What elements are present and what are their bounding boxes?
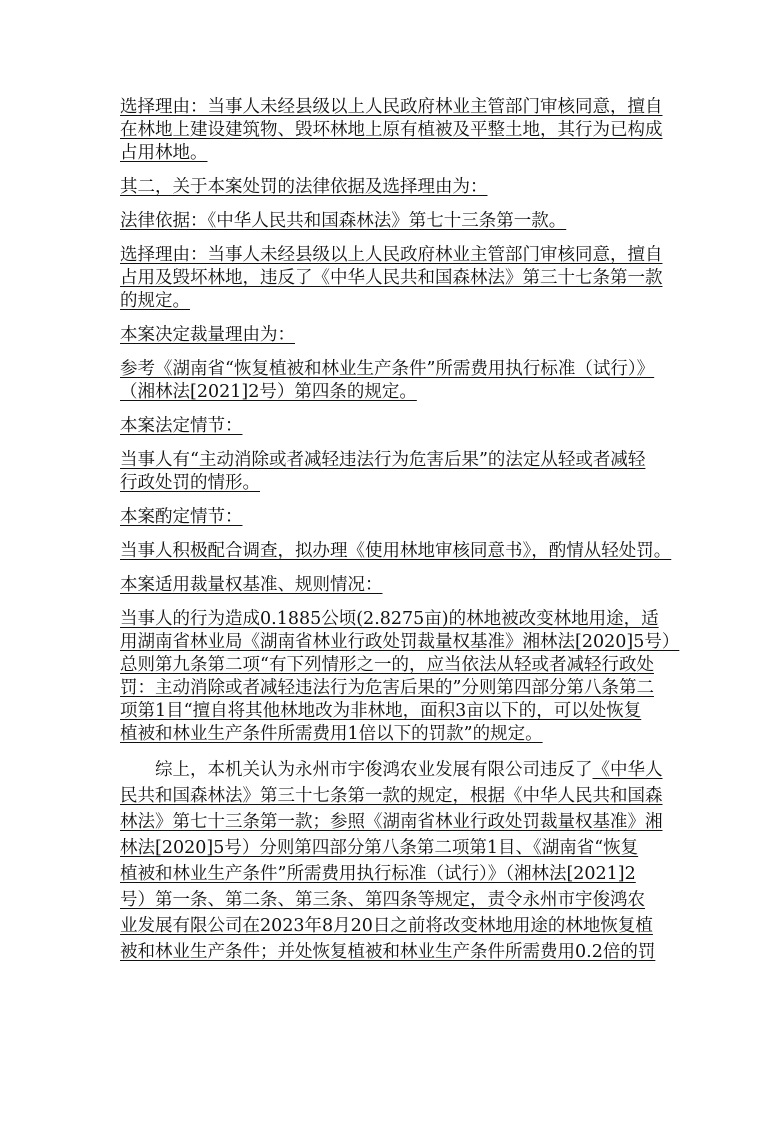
text-underlined: 植被和林业生产条件”所需费用执行标准（试行）》（湘林法[2021]2 (120, 864, 636, 884)
text-line: 当事人有“主动消除或者减轻违法行为危害后果”的法定从轻或者减轻 (120, 450, 646, 470)
text-line: 占用林地。 (120, 143, 208, 163)
text-line (120, 887, 712, 913)
text-underlined: 号）第一条、第二条、第三条、第四条等规定，责令永州市宇俊鸿农 (120, 890, 645, 910)
text-underlined: 业发展有限公司在2023年8月20日之前将改变林地用途的林地恢复植 (120, 916, 653, 936)
discretion-heading (120, 324, 712, 347)
text-line: 当事人的行为造成0.1885公顷(2.8275亩)的林地被改变林地用途，适 (120, 609, 659, 629)
text-underlined: 《中华人 (592, 760, 663, 780)
text-line (120, 835, 712, 861)
text-underlined: 被和林业生产条件；并处恢复植被和林业生产条件所需费用0.2倍的罚 (120, 942, 656, 962)
benchmark-body (120, 608, 712, 746)
text-underlined: 林法[2020]5号）分则第四部分第八条第二项第1目、《湖南省“恢复 (120, 838, 639, 858)
text-line: 本案酌定情节： (120, 507, 243, 527)
statutory-body (120, 449, 712, 495)
discretionary-heading (120, 506, 712, 529)
text-line: 总则第九条第二项“有下列情形之一的，应当依法从轻或者减轻行政处 (120, 655, 654, 675)
text-line: 在林地上建设建筑物、毁坏林地上原有植被及平整土地，其行为已构成 (120, 120, 663, 140)
text-line: 项第1目“擅自将其他林地改为非林地，面积3亩以下的，可以处恢复 (120, 701, 642, 721)
summary-paragraph (120, 757, 712, 965)
text-line: 选择理由：当事人未经县级以上人民政府林业主管部门审核同意，擅自 (120, 97, 663, 117)
text-line: 罚：主动消除或者减轻违法行为危害后果的”分则第四部分第八条第二 (120, 678, 654, 698)
statutory-heading (120, 415, 712, 438)
text-line: 当事人积极配合调查，拟办理《使用林地审核同意书》，酌情从轻处罚。 (120, 541, 672, 561)
text-plain: 综上，本机关认为永州市宇俊鸿农业发展有限公司违反了 (120, 760, 593, 780)
text-line: 本案决定裁量理由为： (120, 325, 295, 345)
text-line (120, 939, 712, 965)
text-line: 用湖南省林业局《湖南省林业行政处罚裁量权基准》湘林法[2020]5号） (120, 632, 680, 652)
reason-paragraph-2 (120, 244, 712, 313)
reason-paragraph-1 (120, 96, 712, 165)
text-line (120, 809, 712, 835)
text-underlined: 民共和国森林法》第三十七条第一款的规定，根据《中华人民共和国森 (120, 786, 663, 806)
text-line (120, 757, 712, 783)
discretionary-body (120, 540, 712, 563)
discretion-reference (120, 358, 712, 404)
text-line: 的规定。 (120, 291, 190, 311)
text-line (120, 861, 712, 887)
text-line: 其二，关于本案处罚的法律依据及选择理由为： (120, 177, 488, 197)
document-body (120, 96, 712, 976)
text-line: 占用及毁坏林地，违反了《中华人民共和国森林法》第三十七条第一款 (120, 268, 663, 288)
text-line: 植被和林业生产条件所需费用1倍以下的罚款”的规定。 (120, 724, 543, 744)
text-line: 本案法定情节： (120, 416, 243, 436)
text-line: 本案适用裁量权基准、规则情况： (120, 575, 383, 595)
text-line (120, 913, 712, 939)
benchmark-heading (120, 574, 712, 597)
text-underlined: 林法》第七十三条第一款；参照《湖南省林业行政处罚裁量权基准》湘 (120, 812, 663, 832)
text-line: 选择理由：当事人未经县级以上人民政府林业主管部门审核同意，擅自 (120, 245, 663, 265)
second-heading (120, 176, 712, 199)
text-line: 行政处罚的情形。 (120, 473, 260, 493)
text-line: 参考《湖南省“恢复植被和林业生产条件”所需费用执行标准（试行）》 (120, 359, 655, 379)
text-line (120, 783, 712, 809)
text-line: 法律依据：《中华人民共和国森林法》第七十三条第一款。 (120, 211, 567, 231)
legal-basis (120, 210, 712, 233)
text-line: （湘林法[2021]2号）第四条的规定。 (120, 382, 417, 402)
